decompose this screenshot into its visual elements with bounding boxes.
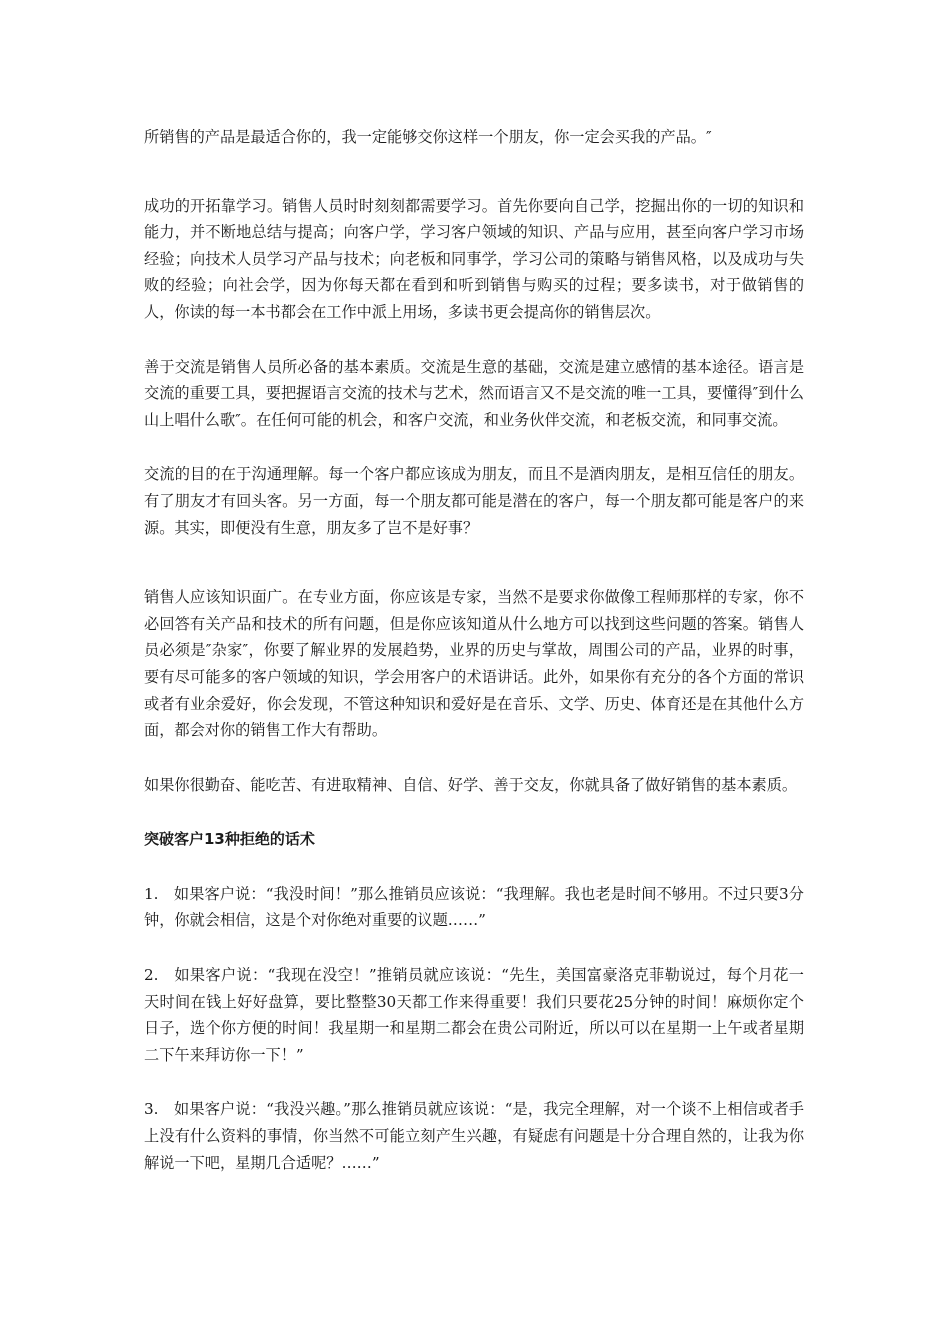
spacer: [144, 541, 804, 584]
spacer: [144, 151, 804, 193]
list-item: 1. 如果客户说：“我没时间！”那么推销员应该说：“我理解。我也老是时间不够用。不过只要3分钟，你就会相信，这是个对你绝对重要的议题……”: [144, 884, 804, 930]
spacer: [144, 326, 804, 354]
document-body: [144, 124, 804, 1176]
paragraph-learning: 成功的开拓靠学习。销售人员时时刻刻都需要学习。首先你要向自己学，挖掘出你的一切的知识和能力，并不断地总结与提高；向客户学，学习客户领域的知识、产品与应用，甚至向客户学习市场经验；向技术人员学习产品与技术；向老板和同事学，学习公司的策略与销售风格，以及成功与失败的经验；向社会学，因为你每天都在看到和听到销售与购买的过程；要多读书，对于做销售的人，你读的每一本书都会在工作中派上用场，多读书更会提高你的销售层次。: [144, 196, 804, 321]
paragraph-product-friend: 所销售的产品是最适合你的，我一定能够交你这样一个朋友，你一定会买我的产品。″: [144, 128, 712, 146]
paragraph-knowledge: 销售人应该知识面广。在专业方面，你应该是专家，当然不是要求你做像工程师那样的专家，你不必回答有关产品和技术的所有问题，但是你应该知道从什么地方可以找到这些问题的答案。销售人员必须是″杂家″，你要了解业界的发展趋势，业界的历史与掌故，周围公司的产品，业界的时事，要有尽可能多的客户领域的知识，学会用客户的术语讲话。此外，如果你有充分的各个方面的常识或者有业余爱好，你会发现，不管这种知识和爱好是在音乐、文学、历史、体育还是在其他什么方面，都会对你的销售工作大有帮助。: [144, 588, 804, 740]
spacer: [144, 853, 804, 881]
paragraph-qualities: 如果你很勤奋、能吃苦、有进取精神、自信、好学、善于交友，你就具备了做好销售的基本素质。: [144, 775, 798, 794]
section-heading: 突破客户13种拒绝的话术: [144, 830, 315, 849]
spacer: [144, 798, 804, 826]
spacer: [144, 433, 804, 461]
spacer: [144, 934, 804, 962]
spacer: [144, 744, 804, 772]
list-item: 2. 如果客户说：“我现在没空！”推销员就应该说：“先生，美国富豪洛克菲勒说过，每个月花一天时间在钱上好好盘算，要比整整30天都工作来得重要！我们只要花25分钟的时间！麻烦你定个日子，选个你方便的时间！我星期一和星期二都会在贵公司附近，所以可以在星期一上午或者星期二下午来拜访你一下！”: [144, 966, 804, 1064]
list-item: 3. 如果客户说：“我没兴趣。”那么推销员就应该说：“是，我完全理解，对一个谈不上相信或者手上没有什么资料的事情，你当然不可能立刻产生兴趣，有疑虑有问题是十分合理自然的，让我为你解说一下吧，星期几合适呢？……”: [144, 1100, 804, 1172]
paragraph-understanding: 交流的目的在于沟通理解。每一个客户都应该成为朋友，而且不是酒肉朋友，是相互信任的朋友。有了朋友才有回头客。另一方面，每一个朋友都可能是潜在的客户，每一个朋友都可能是客户的来源。其实，即便没有生意，朋友多了岂不是好事？: [144, 465, 804, 537]
spacer: [144, 1068, 804, 1096]
paragraph-communication: 善于交流是销售人员所必备的基本素质。交流是生意的基础，交流是建立感情的基本途径。语言是交流的重要工具，要把握语言交流的技术与艺术，然而语言又不是交流的唯一工具，要懂得″到什么山上唱什么歌″。在任何可能的机会，和客户交流，和业务伙伴交流，和老板交流，和同事交流。: [144, 357, 804, 429]
